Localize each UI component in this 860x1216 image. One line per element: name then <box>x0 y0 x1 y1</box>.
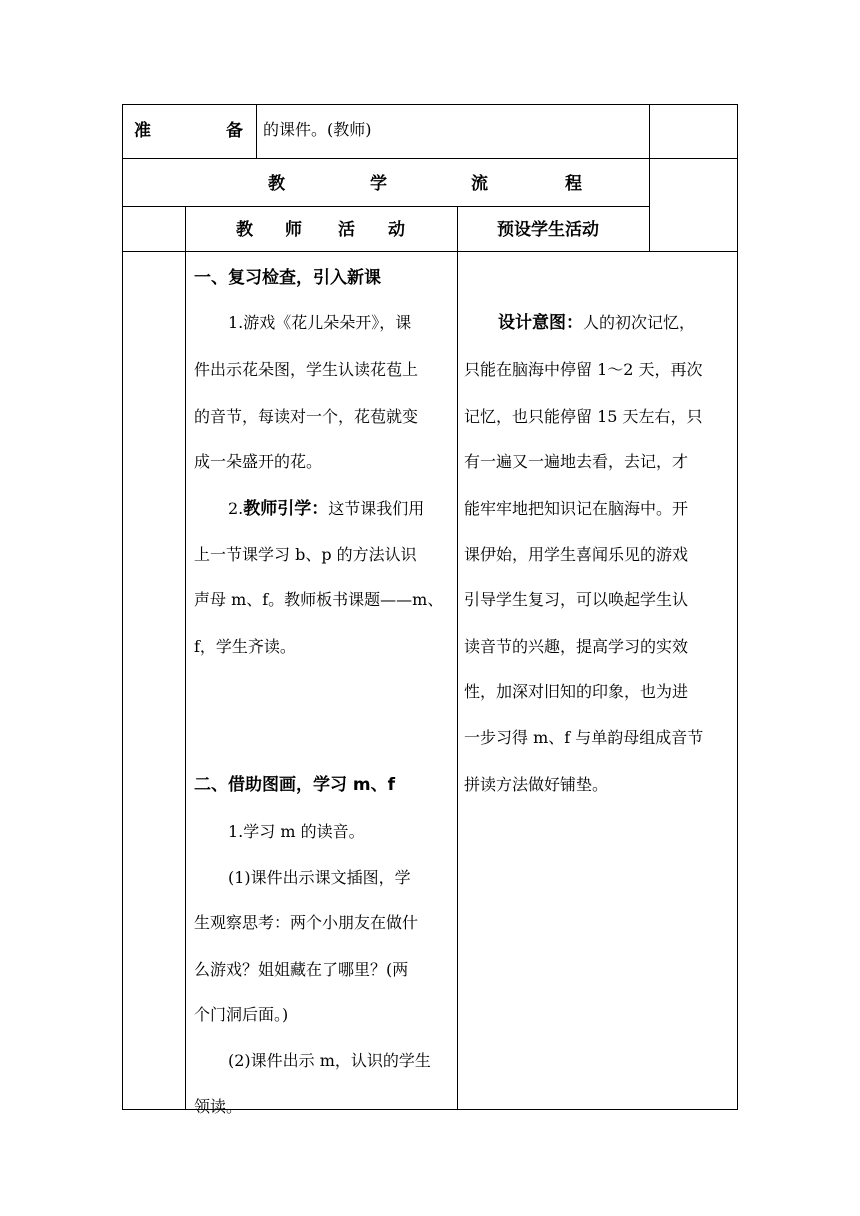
student-line: 课伊始，用学生喜闻乐见的游戏 <box>464 545 689 564</box>
teacher-line: f，学生齐读。 <box>194 637 296 656</box>
teacher-line: 领读。 <box>194 1097 243 1116</box>
student-line: 只能在脑海中停留 1～2 天，再次 <box>464 360 703 379</box>
flow-heading-char-1: 教 <box>268 174 285 194</box>
teacher-line: 1.游戏《花儿朵朵开》，课 <box>228 313 412 332</box>
prep-content: 的课件。(教师) <box>263 120 372 139</box>
teacher-heading-char-2: 师 <box>285 220 302 240</box>
teacher-heading-char-3: 活 <box>338 220 355 240</box>
teacher-line: 生观察思考：两个小朋友在做什 <box>194 913 419 932</box>
teacher-item-2-text: 这节课我们用 <box>328 499 425 518</box>
design-intent <box>498 313 695 333</box>
table-border-left <box>122 104 123 1110</box>
teacher-heading-char-4: 动 <box>388 220 405 240</box>
teacher-item-2-label: 教师引学： <box>243 499 329 519</box>
teacher-line: 声母 m、f。教师板书课题——m、 <box>194 590 444 609</box>
col-divider-middle <box>457 206 458 1110</box>
teacher-line: 1.学习 m 的读音。 <box>228 822 365 841</box>
teacher-line: (1)课件出示课文插图，学 <box>228 868 411 887</box>
prep-label-2: 备 <box>226 121 243 141</box>
col-divider-right-top <box>649 104 650 252</box>
col-divider-narrow <box>185 206 186 1110</box>
student-line: 读音节的兴趣，提高学习的实效 <box>464 637 689 656</box>
teacher-line: 的音节，每读对一个，花苞就变 <box>194 407 419 426</box>
student-line: 能牢牢地把知识记在脑海中。开 <box>464 499 689 518</box>
teacher-line: 件出示花朵图，学生认读花苞上 <box>194 360 419 379</box>
teacher-heading-char-1: 教 <box>236 220 253 240</box>
student-line: 记忆，也只能停留 15 天左右，只 <box>464 407 703 426</box>
table-border-right <box>737 104 738 1110</box>
row-divider-3 <box>122 251 738 252</box>
teacher-line: 成一朵盛开的花。 <box>194 452 323 471</box>
section-2-title: 二、借助图画，学习 m、f <box>194 775 396 795</box>
row-divider-2 <box>122 206 650 207</box>
prep-label-1: 准 <box>134 121 151 141</box>
row-divider-1 <box>122 158 738 159</box>
student-heading: 预设学生活动 <box>497 220 599 240</box>
student-line: 拼读方法做好铺垫。 <box>464 775 609 794</box>
design-intent-label: 设计意图： <box>498 313 583 333</box>
flow-heading-char-2: 学 <box>370 174 387 194</box>
student-line: 引导学生复习，可以唤起学生认 <box>464 590 689 609</box>
teacher-line: 个门洞后面。) <box>194 1005 289 1024</box>
teacher-line: 上一节课学习 b、p 的方法认识 <box>194 545 417 564</box>
student-line: 性，加深对旧知的印象，也为进 <box>464 682 689 701</box>
design-intent-text: 人的初次记忆， <box>583 313 696 332</box>
teacher-line: (2)课件出示 m，认识的学生 <box>228 1051 431 1070</box>
student-line: 有一遍又一遍地去看，去记，才 <box>464 452 689 471</box>
teacher-item-2-number: 2. <box>228 499 244 518</box>
flow-heading-char-4: 程 <box>565 174 582 194</box>
student-line: 一步习得 m、f 与单韵母组成音节 <box>464 728 704 747</box>
section-1-title: 一、复习检查，引入新课 <box>194 268 381 288</box>
flow-heading-char-3: 流 <box>471 174 488 194</box>
table-border-top <box>122 104 738 105</box>
teacher-line: 么游戏？姐姐藏在了哪里？(两 <box>194 960 409 979</box>
col-divider-prep <box>256 104 257 158</box>
teacher-item-2 <box>228 499 424 519</box>
